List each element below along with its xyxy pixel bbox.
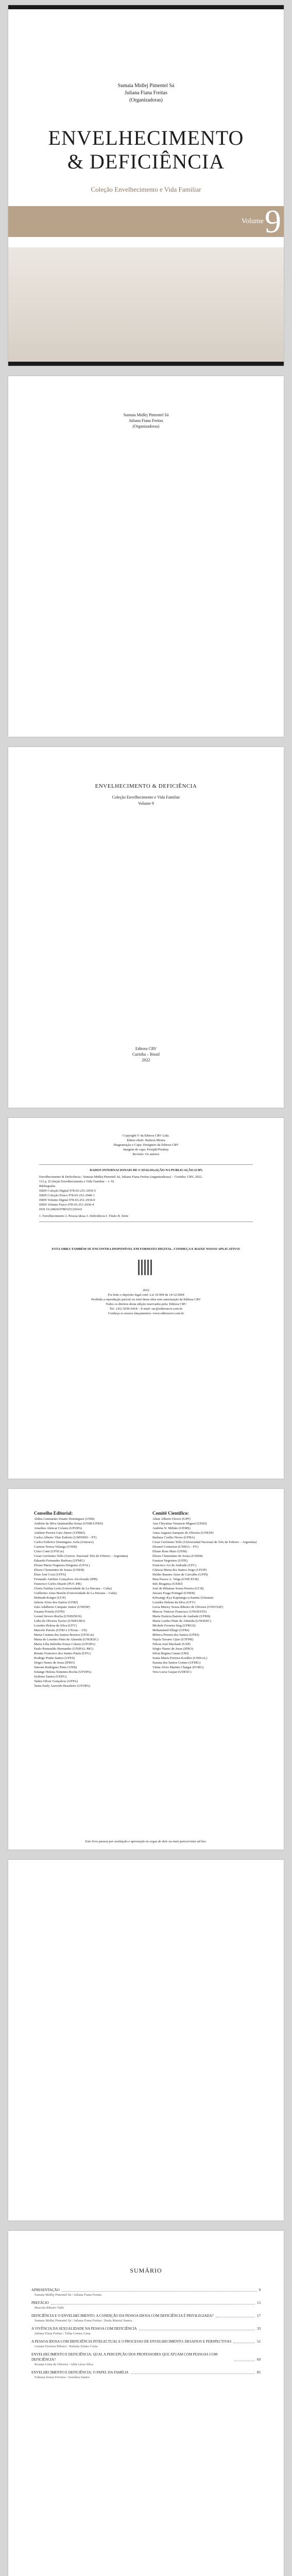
copyright-line: Revisão: Os autores (132, 1153, 160, 1156)
cover-volume-label: Volume (241, 217, 264, 225)
toc-entry-title: APRESENTAÇÃO (31, 2288, 60, 2292)
scientific-member: Maria Lurdes Pinto de Almeida (UNOESC) (152, 1619, 211, 1623)
toc-entry[interactable] (31, 2326, 261, 2331)
scientific-member: Lucia Marisy Souza Ribeiro de Oliveira (UNIVASF) (152, 1605, 224, 1609)
toc-entry[interactable] (31, 2352, 261, 2362)
toc-entry-title: ENVELHECIMENTO E DEFICIÊNCIA: QUAL A PERCEPÇÃO DOS PROFESSORES QUE ATUAM COM PESSOAS COM DEFICIÊNCIA? (31, 2352, 218, 2362)
editorial-member: Elione Maria Nogueira Diogenes (UFAL) (34, 1564, 90, 1567)
cover-bottom-bar (8, 362, 284, 366)
scientific-member: Barbara Coelho Neves (UFBA) (152, 1536, 195, 1539)
toc-entry[interactable] (31, 2287, 261, 2293)
footer-line: Todos os direitos desta edição reservados pela: Editora CRV (106, 1302, 186, 1306)
editorial-member: Elizeu Clementino de Souza (UNEB) (34, 1568, 84, 1572)
half-title-editors (8, 412, 284, 429)
half-title-editor: Sumaia Midlej Pimentel Sá (123, 413, 169, 417)
scientific-member: Altair Alberto Fávero (UPF) (152, 1517, 191, 1521)
toc-entry-authors: Sumaia Midlej Pimentel Sá / Juliana Fiana Freitas / Paula Marriel Santos (35, 2319, 132, 2323)
cover-volume-number: 9 (265, 203, 281, 240)
toc-entry-authors: Lisiane Ferreira Ribeiro / Rafaela Zulato Costa (35, 2345, 98, 2348)
catalog-line: DOI 10.24824/978652512934.0 (39, 1208, 82, 1211)
editorial-member: Cesar Gerónimo Tello (Univer. Nacional Três de Febrero – Argentina) (34, 1554, 128, 1558)
copyright-footer (8, 1288, 284, 1316)
editorial-member: Tadeu Oliver Gonçalves (UFPA) (34, 1680, 78, 1683)
title-page-year: 2022 (142, 1058, 150, 1062)
editorial-member: Jailson Alves dos Santos (UFRJ) (34, 1601, 78, 1604)
scientific-member: Gláucia Maria dos Santos Jorge (UFOP) (152, 1568, 207, 1572)
cover-bottom-image (8, 247, 284, 362)
catalog-line: ISBN Coleção Físico 978-65-251-2940-1 (39, 1194, 95, 1197)
editorial-member: Gloria Fariñas León (Universidade de La Havana – Cuba) (34, 1587, 112, 1590)
catalog-card (39, 1164, 253, 1222)
toc-entry-authors: Marcela Ribeiro Valle (35, 2306, 64, 2310)
toc-entry-page: 9 (259, 2288, 261, 2292)
scientific-member: Mohammed Elhajji (UFRJ) (152, 1629, 190, 1632)
half-title-editor: (Organizadoras) (132, 424, 160, 429)
toc-entry[interactable] (31, 2313, 261, 2318)
blank-page (8, 1860, 284, 2221)
editorial-member: Lourdes Helena da Silva (UFV) (34, 1624, 77, 1628)
editorial-council-list (34, 1517, 147, 1688)
editorial-member: Tania Suely Azevedo Brasileiro (UFOPA) (34, 1684, 91, 1688)
cover-editor: Juliana Fiana Freitas (125, 90, 167, 96)
editorial-member: Antônio Pereira Gaio Júnior (UFRRJ) (34, 1531, 85, 1535)
editorial-council-title: Conselho Editorial: (34, 1511, 73, 1516)
scientific-member: José de Ribamar Sousa Pereira (UCB) (152, 1587, 204, 1590)
cover-page (8, 5, 284, 366)
toc-leader-dots (62, 2291, 257, 2292)
title-page-imprint (8, 1046, 284, 1063)
editorial-member: Carmen Tereza Velanga (UNIR) (34, 1545, 77, 1549)
copyright-page (8, 1118, 284, 1479)
scientific-member: Elizeu Clementino de Souza (UNEB) (152, 1554, 203, 1558)
editorial-member: Sydione Santos (UEPG) (34, 1675, 67, 1679)
footer-line: Tel.: (41) 3039-6418 – E-mail: sac@editoracrv.com.br (109, 1307, 183, 1311)
editorial-member: Lídia de Oliveira Xavier (UNIEURO) (34, 1619, 85, 1623)
cover-editor: (Organizadoras) (129, 97, 163, 103)
copyright-lines (8, 1133, 284, 1157)
peer-review-note: Este livro passou por avaliação e aprovação às cegas de dois ou mais pareceristas ad hoc. (85, 1840, 207, 1843)
scientific-member: Diosnel Centurion (UNIDA – PY) (152, 1545, 199, 1549)
scientific-member: Vânia Alves Martins Chaigar (FURG) (152, 1666, 204, 1669)
editorial-member: Francisco Carlos Duarte (PUC-PR) (34, 1582, 81, 1586)
toc-entry-authors: Juliana Fiana Freitas / Talita Gomes Lima (35, 2332, 91, 2335)
toc-entry-authors: Sumaia Midlej Pimentel Sá / Juliana Fiana Freitas (35, 2293, 102, 2297)
editorial-member: Andréia da Silva Quintanilha Sousa (UNIR/UFRN) (34, 1522, 104, 1526)
toc-entry-title: ENVELHECIMENTO E DEFICIÊNCIA: O PAPEL DA FAMÍLIA (31, 2370, 129, 2375)
summary-list (31, 2287, 261, 2383)
cover-title-line: & DEFICIÊNCIA (67, 150, 225, 173)
title-page-city: Curitiba – Brasil (132, 1052, 160, 1057)
app-qr-icon (138, 1260, 153, 1275)
editorial-member: Renato Francisco dos Santos Paula (UFG) (34, 1652, 91, 1655)
half-title-editor: Juliana Fiana Freitas (129, 418, 163, 423)
scientific-member: Maria Eurácia Barreto de Andrade (UFRB) (152, 1615, 211, 1618)
copyright-line: Editor-chefe: Railson Moura (127, 1139, 165, 1142)
scientific-member: Kilwangy Kya Kapitango-a-Samba (Unemat) (152, 1596, 214, 1600)
summary-page (8, 2231, 284, 2576)
title-page-publisher: Editora CRV (135, 1046, 157, 1051)
editorial-member: Aldira Guimarães Duarte Domínguez (UNB) (34, 1517, 95, 1521)
editorial-member: Celso Conti (UFSCar) (34, 1550, 64, 1553)
toc-entry-page: 51 (257, 2340, 261, 2344)
scientific-member: Lourdes Helena da Silva (UFV) (152, 1601, 196, 1604)
scientific-member: Najela Tavares Ujiie (UTFPR) (152, 1638, 194, 1641)
toc-entry-authors: Fabiana Souza Ferreira / Josielma Santos (35, 2376, 90, 2379)
scientific-member: Fauston Negreiros (UFPI) (152, 1559, 187, 1563)
scientific-member: Andréia N. Militão (UEMS) (152, 1527, 191, 1530)
scientific-committee-list (152, 1517, 266, 1674)
scientific-member: Francisco Ari de Andrade (UFC) (152, 1564, 197, 1567)
cover-title-line: ENVELHECIMENTO (48, 126, 244, 149)
title-page-volume: Volume 9 (138, 801, 154, 806)
scientific-member: Suzana dos Santos Gomes (UFMG) (152, 1661, 201, 1665)
digital-notice: ESTA OBRA TAMBÉM SE ENCONTRA DISPONÍVEL EM FORMATO DIGITAL. CONHEÇA E BAIXE NOSSO APLICATIVO! (51, 1247, 241, 1251)
toc-entry-title: DEFICIÊNCIA E O ENVELHECIMENTO: A CONDIÇÃO DA PESSOA IDOSA COM DEFICIÊNCIA É PRIVILEGIADA? (31, 2314, 214, 2318)
scientific-member: Sérgio Nunes de Jesus (IFRO) (152, 1647, 193, 1651)
editorial-member: Josania Portela (UFPI) (34, 1610, 65, 1614)
editorial-member: Simone Rodrigues Pinto (UNB) (34, 1666, 77, 1669)
footer-line: Foi feito o depósito legal conf. Lei 10.994 de 14/12/2004 (108, 1293, 184, 1297)
cover-top-bar (8, 5, 284, 9)
cover-editors (8, 82, 284, 104)
summary-title: SUMÁRIO (130, 2267, 162, 2274)
scientific-committee-title: Comitê Científico: (152, 1511, 189, 1516)
title-page-subtitle: Coleção Envelhecimento e Vida Familiar (112, 795, 180, 800)
editorial-member: Guillermo Arias Beatón (Universidade de La Havana – Cuba) (34, 1591, 117, 1595)
editorial-member: João Adalberto Campato Junior (UNESP) (34, 1605, 90, 1609)
editorial-member: Maria Lília Imbiriba Sousa Colares (UFOPA) (34, 1642, 95, 1646)
scientific-committee (152, 1510, 266, 1674)
scientific-member: Sonia Maria Ferreira Koehler (UNISAL) (152, 1656, 208, 1660)
scientific-member: Nilson José Machado (USP) (152, 1642, 191, 1646)
scientific-member: Silvia Regina Canan (URI) (152, 1652, 189, 1655)
copyright-line: Diagramação e Capa: Designers da Editora CRV (113, 1143, 179, 1147)
toc-entry-page: 33 (257, 2327, 261, 2331)
catalog-line: Envelhecimento & Deficiência / Sumaia Midlej Pimentel Sá, Juliana Fiana Freitas (organizadoras) – Curitiba: CRV, 2022. (39, 1175, 203, 1179)
title-page (8, 747, 284, 1108)
editorial-member: Solange Helena Ximenes-Rocha (UFOPA) (34, 1670, 92, 1674)
toc-entry-authors: Rosana Lima de Oliveira / Alda Lúcia Silva (35, 2363, 93, 2366)
cover-subtitle: Coleção Envelhecimento e Vida Familiar (91, 185, 201, 193)
scientific-member: Helder Buenos Aires de Carvalho (UFPI) (152, 1573, 208, 1577)
toc-entry-page: 13 (257, 2301, 261, 2305)
editorial-member: Helmuth Krüger (UCP) (34, 1596, 66, 1600)
toc-entry-page: 69 (257, 2358, 261, 2362)
copyright-line: Copyright © da Editora CRV Ltda. (123, 1134, 169, 1138)
editorial-member: Rodrigo Pratte-Santos (UFES) (34, 1656, 75, 1660)
editorial-member: Maria de Lourdes Pinto de Almeida (UNOESC) (34, 1638, 98, 1641)
scientific-member: Ana Chrystina Venancio Mignot (UERJ) (152, 1522, 207, 1526)
council-page (8, 1489, 284, 1850)
editorial-member: Maria Cristina dos Santos Bezerra (UFSCar) (34, 1633, 94, 1637)
footer-line: 2022 (143, 1289, 149, 1292)
editorial-member: Paulo Romualdo Hernandes (UNIFAL-MG) (34, 1647, 93, 1651)
toc-entry[interactable] (31, 2339, 261, 2344)
footer-line: Proibida a reprodução parcial ou total desta obra sem autorização da Editora CRV (91, 1298, 201, 1301)
scientific-member: Cesar Gerónimo Tello (Universidad Nacional de Três de Febrero – Argentina) (152, 1540, 257, 1544)
scientific-member: Mônica Pereira dos Santos (UFRJ) (152, 1633, 199, 1637)
toc-entry[interactable] (31, 2370, 261, 2375)
catalog-line: ISBN Coleção Digital 978-65-251-2939-5 (39, 1189, 96, 1193)
scientific-member: Ilma Passos A. Veiga (UNICEUB) (152, 1578, 199, 1581)
cover-volume (225, 203, 281, 240)
cover-title (8, 126, 284, 174)
copyright-line: Imagem de capa: Freepik/Pixabay (123, 1148, 169, 1151)
editorial-member: Élsio José Corá (UFFS) (34, 1573, 66, 1577)
editorial-council (34, 1510, 147, 1688)
toc-entry-title: PREFÁCIO (31, 2301, 49, 2305)
editorial-member: Fernando Antônio Gonçalves Alcoforado (IPB) (34, 1578, 98, 1581)
scientific-member: Inês Bragança (UERJ) (152, 1582, 183, 1586)
editorial-member: Sérgio Nunes de Jesus (IFRO) (34, 1661, 75, 1665)
editorial-member: Leonel Severo Rocha (UNISINOS) (34, 1615, 82, 1618)
catalog-index: 1. Envelhecimento 2. Pessoa idosa 3. Deficiência I. Título II. Série (39, 1214, 129, 1218)
editorial-member: Anselmo Alencar Colares (UFOPA) (34, 1527, 82, 1530)
toc-entry-title: A PESSOA IDOSA COM DEFICIÊNCIA INTELECTUAL E O PROCESSO DE ENVELHECIMENTO: DESAFIOS E PERSPECTIVAS (31, 2340, 232, 2344)
toc-entry-page: 17 (257, 2314, 261, 2318)
toc-entry-title: A VIVÊNCIA DA SEXUALIDADE NA PESSOA COM DEFICIÊNCIA (31, 2327, 137, 2331)
catalog-line: ISBN Volume Digital 978-65-251-2934-0 (39, 1198, 95, 1202)
catalog-line: ISBN Volume Físico 978-65-251-2936-4 (39, 1203, 94, 1207)
catalog-line: Bibliografia (39, 1184, 56, 1188)
scientific-member: Vera Lucia Gaspar (UDESC) (152, 1670, 192, 1674)
half-title-page (8, 376, 284, 737)
scientific-member: Jussara Fraga Portugal (UNEB) (152, 1591, 195, 1595)
editorial-member: Carlos Federico Dominguez Avila (Unieuro) (34, 1540, 94, 1544)
toc-entry[interactable] (31, 2300, 261, 2306)
scientific-member: Eliane Rose Maio (UEM) (152, 1550, 187, 1553)
editorial-member: Carlos Alberto Vilar Estêvão (UMINHO – PT) (34, 1536, 97, 1539)
toc-entry-page: 85 (257, 2370, 261, 2375)
scientific-member: Michele Ferreira Sieg (UFRGS) (152, 1624, 196, 1628)
scientific-member: Marcos Vinicius Francisco (UNOESTE) (152, 1610, 207, 1614)
title-page-title: ENVELHECIMENTO & DEFICIÊNCIA (95, 783, 197, 789)
editorial-member: Eduardo Fernandes Barbosa (UFMG) (34, 1559, 85, 1563)
catalog-line: 112 p. (Coleção Envelhecimento e Vida Familiar – v. 9) (39, 1180, 114, 1183)
scientific-member: Anna Augusta Sampaio de Oliveira (UNESP) (152, 1531, 214, 1535)
editorial-member: Marcelo Paixão (UFRJ e UTexas – US) (34, 1629, 87, 1632)
footer-line: Conheça os nossos lançamentos: www.editoracrv.com.br (108, 1312, 184, 1315)
cover-editor: Sumaia Midlej Pimentel Sá (117, 83, 175, 89)
catalog-title: DADOS INTERNACIONAIS DE CATALOGAÇÃO NA PUBLICAÇÃO (CIP) (90, 1168, 202, 1172)
